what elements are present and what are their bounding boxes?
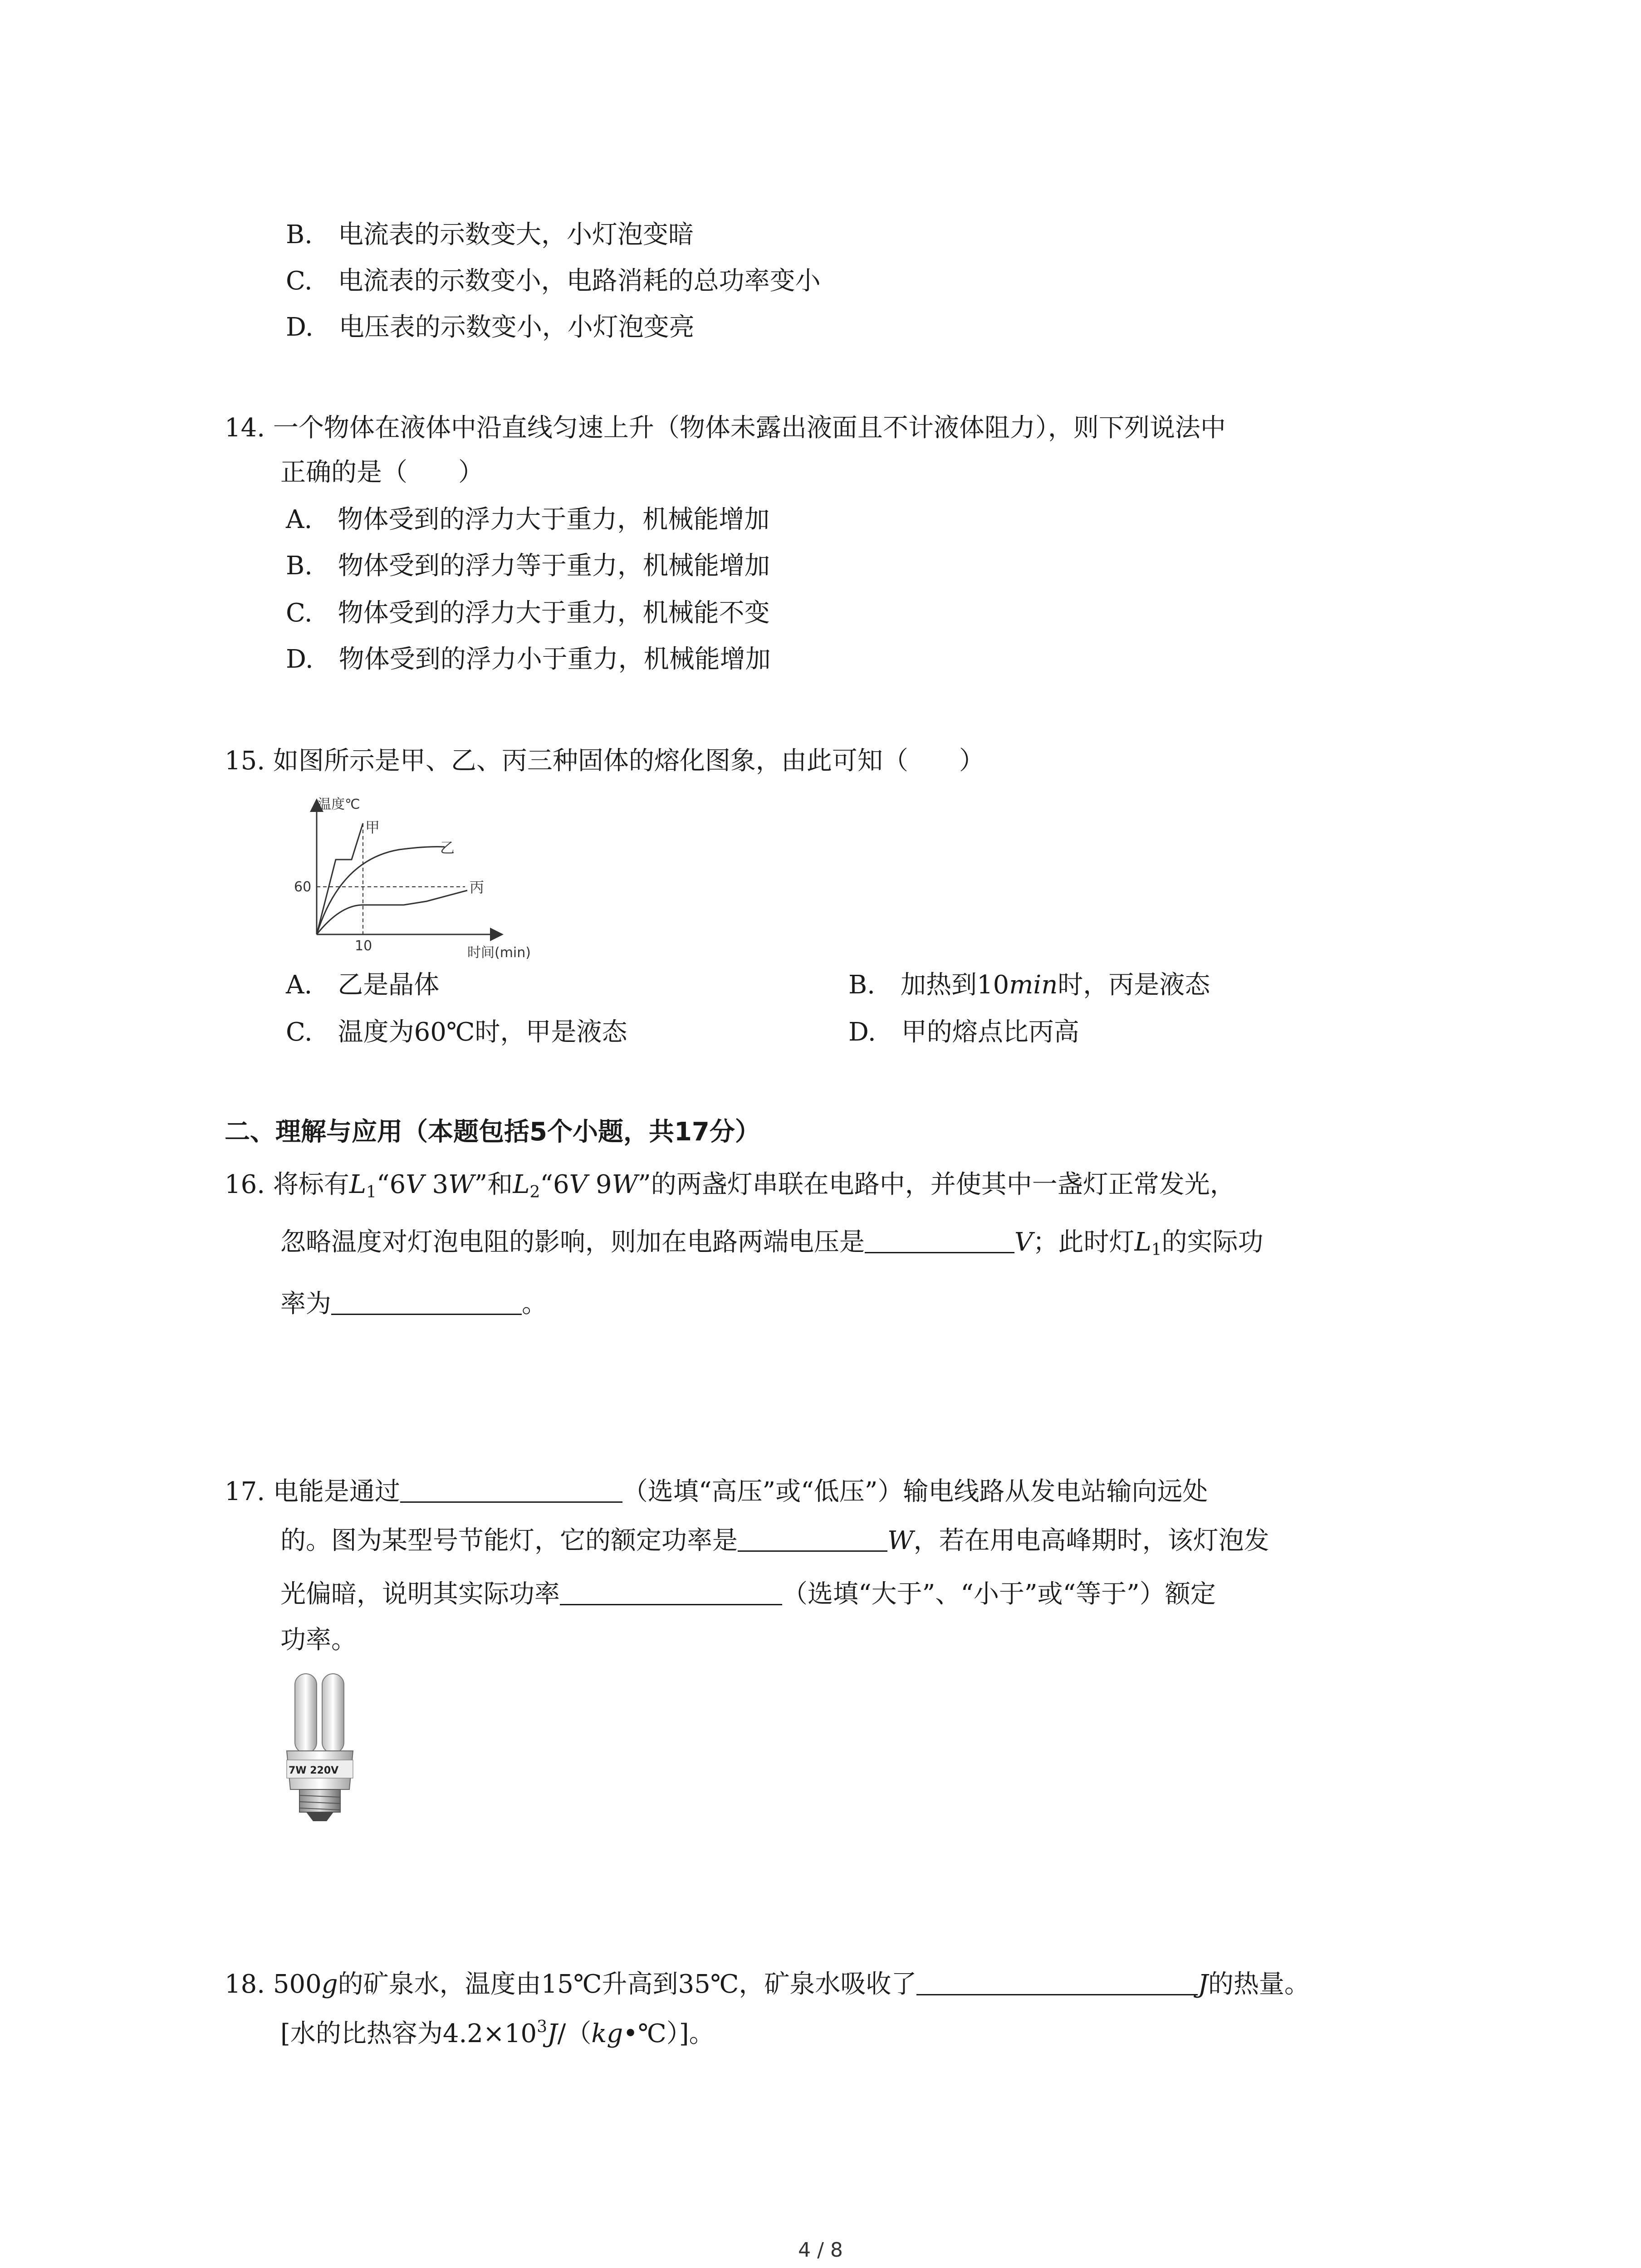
q17-stem-line1: 17. 电能是通过 （选填“高压”或“低压”）输电线路从发电站输向远处 bbox=[225, 1474, 1208, 1508]
graph-x-tick-10: 10 bbox=[355, 938, 372, 954]
graph-label-yi: 乙 bbox=[440, 839, 455, 856]
q15-option-c: C. 温度为60℃时，甲是液态 bbox=[286, 1017, 627, 1047]
q14-option-d: D. 物体受到的浮力小于重力，机械能增加 bbox=[286, 645, 771, 674]
energy-saving-bulb-image bbox=[281, 1669, 358, 1823]
q17-stem-line2: 的。图为某型号节能灯，它的额定功率是 W，若在用电高峰期时，该灯泡发 bbox=[280, 1523, 1269, 1557]
q17-blank-compare[interactable] bbox=[560, 1577, 782, 1605]
page-number: 4 / 8 bbox=[798, 2239, 843, 2262]
melting-graph bbox=[290, 796, 544, 964]
q16-stem-line3: 率为 。 bbox=[280, 1286, 547, 1320]
q15-option-d: D. 甲的熔点比丙高 bbox=[848, 1017, 1079, 1047]
curve-jia bbox=[317, 823, 363, 934]
q14-option-c: C. 物体受到的浮力大于重力，机械能不变 bbox=[286, 598, 770, 628]
q17-blank-voltage-type[interactable] bbox=[400, 1474, 622, 1503]
q17-stem-line4: 功率。 bbox=[280, 1625, 357, 1655]
q15-stem: 15. 如图所示是甲、乙、丙三种固体的熔化图象，由此可知（ ） bbox=[225, 746, 985, 776]
q13-option-c: C. 电流表的示数变小，电路消耗的总功率变小 bbox=[286, 266, 821, 296]
q16-stem-line2: 忽略温度对灯泡电阻的影响，则加在电路两端电压是 V；此时灯$L_1$的实际功 bbox=[280, 1225, 1264, 1259]
q18-stem-line2: [水的比热容为$4.2\times 10^3J/(kg•℃)$]。 bbox=[280, 2018, 715, 2048]
q14-option-a: A. 物体受到的浮力大于重力，机械能增加 bbox=[286, 505, 770, 534]
q17-stem-line3: 光偏暗，说明其实际功率 （选填“大于”、“小于”或“等于”）额定 bbox=[280, 1577, 1216, 1611]
q13-option-d: D. 电压表的示数变小，小灯泡变亮 bbox=[286, 313, 695, 342]
curve-bing bbox=[317, 890, 467, 934]
graph-y-tick-60: 60 bbox=[294, 879, 312, 895]
q16-stem-line1: 16. 将标有$L_1“6V$ 3W”和$L_2“6V$ 9W”的两盏灯串联在电路中，并使其中一盏灯正常发光， bbox=[225, 1170, 1235, 1202]
q13-option-b: B. 电流表的示数变大，小灯泡变暗 bbox=[286, 220, 694, 249]
q17-blank-rated-power[interactable] bbox=[738, 1523, 887, 1552]
q14-option-b: B. 物体受到的浮力等于重力，机械能增加 bbox=[286, 551, 770, 581]
bulb-rating-label: 7W 220V bbox=[289, 1765, 339, 1776]
graph-y-label: 温度℃ bbox=[318, 797, 360, 812]
graph-x-label: 时间(min) bbox=[467, 945, 531, 961]
q16-blank-power[interactable] bbox=[331, 1286, 522, 1315]
q15-option-a: A. 乙是晶体 bbox=[286, 970, 440, 1000]
q18-blank-heat[interactable] bbox=[916, 1967, 1198, 1995]
graph-label-bing: 丙 bbox=[470, 879, 485, 896]
q14-stem-line1: 14. 一个物体在液体中沿直线匀速上升（物体未露出液面且不计液体阻力），则下列说法中 bbox=[225, 413, 1226, 443]
section-title: 二、理解与应用（本题包括5个小题，共17分） bbox=[225, 1117, 760, 1147]
q15-option-b: B. 加热到10min时，丙是液态 bbox=[848, 970, 1210, 1000]
q16-blank-voltage[interactable] bbox=[865, 1225, 1014, 1253]
q14-stem-line2: 正确的是（ ） bbox=[280, 458, 484, 487]
graph-label-jia: 甲 bbox=[365, 819, 380, 836]
q18-stem-line1: 18. 500g的矿泉水，温度由15℃升高到35℃，矿泉水吸收了 J的热量。 bbox=[225, 1967, 1310, 2001]
